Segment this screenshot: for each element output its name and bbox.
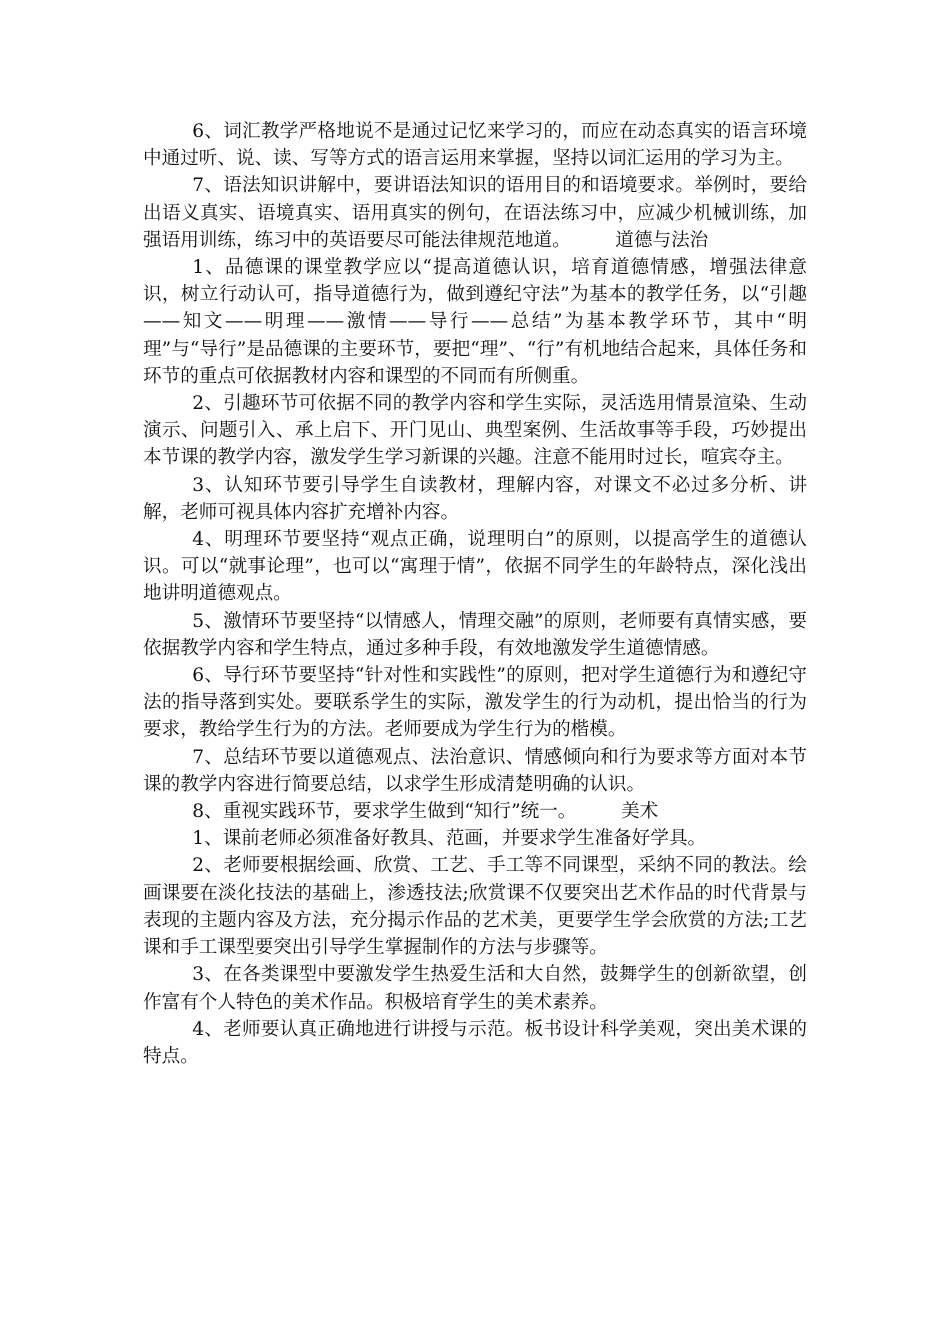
paragraph-morality-4: 4、明理环节要坚持“观点正确，说理明白”的原则，以提高学生的道德认识。可以“就事论理”，也可以“寓理于情”，依据不同学生的年龄特点，深化浅出地讲明道德观点。: [143, 529, 807, 605]
paragraph-morality-8: 8、重视实践环节，要求学生做到“知行”统一。 美术: [192, 801, 659, 823]
section-heading-art: 美术: [621, 801, 659, 823]
paragraph-morality-2: 2、引趣环节可依据不同的教学内容和学生实际，灵活选用情景渲染、生动演示、问题引入、承上启下、开门见山、典型案例、生活故事等手段，巧妙提出本节课的教学内容，激发学生学习新课的兴趣。注意不能用时过长，喧宾夺主。: [143, 393, 807, 469]
paragraph-english-vocab: 6、词汇教学严格地说不是通过记忆来学习的，而应在动态真实的语言环境中通过听、说、读、写等方式的语言运用来掌握，坚持以词汇运用的学习为主。: [143, 121, 807, 170]
paragraph-art-3: 3、在各类课型中要激发学生热爱生活和大自然，鼓舞学生的创新欲望，创作富有个人特色的美术作品。积极培育学生的美术素养。: [143, 964, 807, 1013]
section-heading-morality-law: 道德与法治: [615, 229, 709, 251]
paragraph-morality-7: 7、总结环节要以道德观点、法治意识、情感倾向和行为要求等方面对本节课的教学内容进行简要总结，以求学生形成清楚明确的认识。: [143, 746, 807, 795]
document-page: [143, 118, 807, 1070]
paragraph-art-4: 4、老师要认真正确地进行讲授与示范。板书设计科学美观，突出美术课的特点。: [143, 1018, 807, 1067]
paragraph-morality-1: 1、品德课的课堂教学应以“提高道德认识，培育道德情感，增强法律意识，树立行动认可，指导道德行为，做到遵纪守法”为基本的教学任务，以“引趣——知文——明理——激情——导行——总结”为基本教学环节，其中“明理”与“导行”是品德课的主要环节，要把“理”、“行”有机地结合起来，具体任务和环节的重点可依据教材内容和课型的不同而有所侧重。: [143, 257, 807, 387]
paragraph-art-2: 2、老师要根据绘画、欣赏、工艺、手工等不同课型，采纳不同的教法。绘画课要在淡化技法的基础上，渗透技法;欣赏课不仅要突出艺术作品的时代背景与表现的主题内容及方法，充分揭示作品的艺术美，更要学生学会欣赏的方法;工艺课和手工课型要突出引导学生掌握制作的方法与步骤等。: [143, 855, 807, 959]
paragraph-english-grammar: 7、语法知识讲解中，要讲语法知识的语用目的和语境要求。举例时，要给出语义真实、语境真实、语用真实的例句，在语法练习中，应减少机械训练，加强语用训练，练习中的英语要尽可能法律规范地道。 道德与法治: [143, 175, 807, 251]
paragraph-art-1: 1、课前老师必须准备好教具、范画，并要求学生准备好学具。: [192, 828, 707, 850]
paragraph-morality-3: 3、认知环节要引导学生自读教材，理解内容，对课文不必过多分析、讲解，老师可视具体内容扩充增补内容。: [143, 474, 807, 523]
paragraph-morality-5: 5、激情环节要坚持“以情感人，情理交融”的原则，老师要有真情实感，要依据教学内容和学生特点，通过多种手段，有效地激发学生道德情感。: [143, 610, 807, 659]
paragraph-morality-6: 6、导行环节要坚持“针对性和实践性”的原则，把对学生道德行为和遵纪守法的指导落到实处。要联系学生的实际，激发学生的行为动机，提出恰当的行为要求，教给学生行为的方法。老师要成为学生行为的楷模。: [143, 665, 807, 741]
